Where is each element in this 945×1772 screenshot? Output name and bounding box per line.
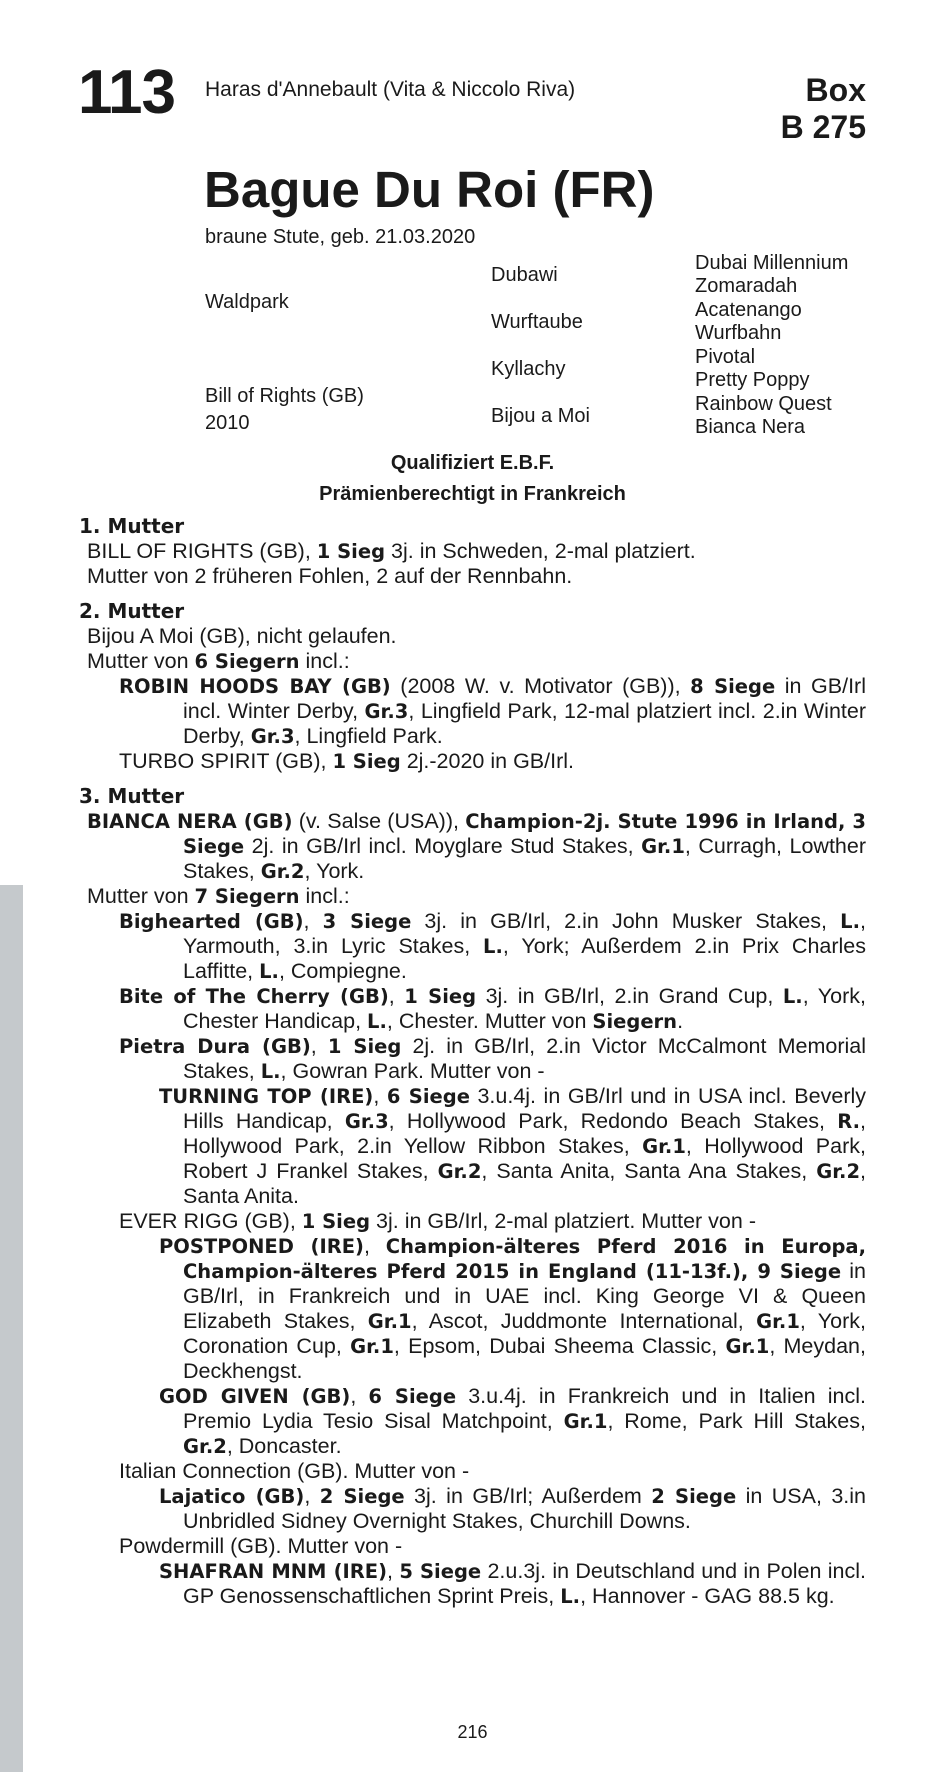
entry-bighearted: Bighearted (GB), 3 Siege 3j. in GB/Irl, 2.in John Musker Stakes, L., Yarmouth, 3.in Lyric Stakes, L., York; Außerdem 2.in Prix Charles Laffitte, L., Compiegne. bbox=[119, 909, 866, 983]
pedigree-g3: Bianca Nera bbox=[695, 416, 806, 438]
entry-god-given: GOD GIVEN (GB), 6 Siege 3.u.4j. in Frankreich und in Italien incl. Premio Lydia Tesio Sisal Matchpoint, Gr.1, Rome, Park Hill Stakes, Gr.2, Doncaster. bbox=[159, 1384, 866, 1458]
pedigree-g3: Dubai Millennium bbox=[695, 252, 849, 274]
page-number: 216 bbox=[457, 1722, 488, 1742]
dam-produce: Mutter von 2 früheren Fohlen, 2 auf der Rennbahn. bbox=[87, 564, 573, 588]
pedigree-g3: Acatenango bbox=[695, 299, 802, 321]
entry-shafran-mnm: SHAFRAN MNM (IRE), 5 Siege 2.u.3j. in Deutschland und in Polen incl. GP Genossenschaftlichen Sprint Preis, L., Hannover - GAG 88.5 kg. bbox=[159, 1559, 867, 1608]
entry-bianca-nera: BIANCA NERA (GB) (v. Salse (USA)), Champion-2j. Stute 1996 in Irland, 3 Siege 2j. in GB/Irl incl. Moyglare Stud Stakes, Gr.1, Curragh, Lowther Stakes, Gr.2, York. bbox=[87, 809, 867, 883]
pedigree-g3: Rainbow Quest bbox=[695, 393, 832, 415]
page-side-bar bbox=[0, 885, 23, 1772]
entry-postponed: POSTPONED (IRE), Champion-älteres Pferd 2016 in Europa, Champion-älteres Pferd 2015 in England (11-13f.), 9 Siege in GB/Irl, in Frankreich und in UAE incl. King George VI & Queen Elizabeth Stakes, Gr.1, Ascot, Juddmonte International, Gr.1, York, Coronation Cup, Gr.1, Epsom, Dubai Sheema Classic, Gr.1, Meydan, Deckhengst. bbox=[159, 1234, 867, 1383]
family-content bbox=[79, 514, 866, 1609]
pedigree-g3: Wurfbahn bbox=[695, 322, 782, 344]
lot-number: 113 bbox=[78, 58, 176, 127]
entry-ever-rigg: EVER RIGG (GB), 1 Sieg 3j. in GB/Irl, 2-mal platziert. Mutter von - bbox=[119, 1209, 756, 1233]
pedigree-g3: Pretty Poppy bbox=[695, 369, 810, 391]
entry-robin-hoods-bay: ROBIN HOODS BAY (GB) (2008 W. v. Motivator (GB)), 8 Siege in GB/Irl incl. Winter Derby, Gr.3, Lingfield Park, 12-mal platziert incl. 2.in Winter Derby, Gr.3, Lingfield Park. bbox=[119, 674, 866, 748]
entry-pietra-dura: Pietra Dura (GB), 1 Sieg 2j. in GB/Irl, 2.in Victor McCalmont Memorial Stakes, L., Gowran Park. Mutter von - bbox=[119, 1034, 866, 1083]
pedigree-dam-year: 2010 bbox=[205, 412, 250, 434]
pedigree-g3: Zomaradah bbox=[695, 275, 798, 297]
entry-powdermill: Powdermill (GB). Mutter von - bbox=[119, 1534, 403, 1558]
pedigree-sire-dam: Wurftaube bbox=[491, 311, 583, 333]
entry-bite-of-the-cherry: Bite of The Cherry (GB), 1 Sieg 3j. in GB/Irl, 2.in Grand Cup, L., York, Chester Handicap, L., Chester. Mutter von Siegern. bbox=[119, 984, 866, 1033]
horse-description: braune Stute, geb. 21.03.2020 bbox=[205, 226, 476, 248]
pedigree-dam-dam: Bijou a Moi bbox=[491, 405, 590, 427]
pedigree-dam-sire: Kyllachy bbox=[491, 358, 566, 380]
second-dam-produce: Mutter von 6 Siegern incl.: bbox=[87, 649, 350, 673]
box-info bbox=[781, 72, 866, 146]
entry-turning-top: TURNING TOP (IRE), 6 Siege 3.u.4j. in GB/Irl und in USA incl. Beverly Hills Handicap, Gr.3, Hollywood Park, Redondo Beach Stakes, R., Hollywood Park, 2.in Yellow Ribbon Stakes, Gr.1, Hollywood Park, Robert J Frankel Stakes, Gr.2, Santa Anita, Santa Ana Stakes, Gr.2, Santa Anita. bbox=[159, 1084, 867, 1208]
pedigree-g3: Pivotal bbox=[695, 346, 756, 368]
pedigree-dam: Bill of Rights (GB) bbox=[205, 385, 364, 407]
section-title-3: 3. Mutter bbox=[79, 784, 185, 808]
breeder: Haras d'Annebault (Vita & Niccolo Riva) bbox=[205, 78, 576, 101]
entry-italian-connection: Italian Connection (GB). Mutter von - bbox=[119, 1459, 470, 1483]
horse-name: Bague Du Roi (FR) bbox=[204, 161, 655, 218]
third-dam-produce: Mutter von 7 Siegern incl.: bbox=[87, 884, 350, 908]
section-title-1: 1. Mutter bbox=[79, 514, 185, 538]
entry-turbo-spirit: TURBO SPIRIT (GB), 1 Sieg 2j.-2020 in GB/Irl. bbox=[119, 749, 574, 773]
dam-performance: BILL OF RIGHTS (GB), 1 Sieg 3j. in Schweden, 2-mal platziert. bbox=[87, 539, 696, 563]
qualification-france: Prämienberechtigt in Frankreich bbox=[319, 483, 626, 505]
pedigree-sire-sire: Dubawi bbox=[491, 264, 558, 286]
entry-lajatico: Lajatico (GB), 2 Siege 3j. in GB/Irl; Außerdem 2 Siege in USA, 3.in Unbridled Sidney Overnight Stakes, Churchill Downs. bbox=[159, 1484, 866, 1533]
box-number: B 275 bbox=[780, 109, 866, 145]
qualification-ebf: Qualifiziert E.B.F. bbox=[390, 452, 555, 474]
pedigree-sire: Waldpark bbox=[205, 291, 289, 313]
box-label: Box bbox=[805, 72, 866, 108]
second-dam-line: Bijou A Moi (GB), nicht gelaufen. bbox=[87, 624, 397, 648]
section-title-2: 2. Mutter bbox=[79, 599, 185, 623]
